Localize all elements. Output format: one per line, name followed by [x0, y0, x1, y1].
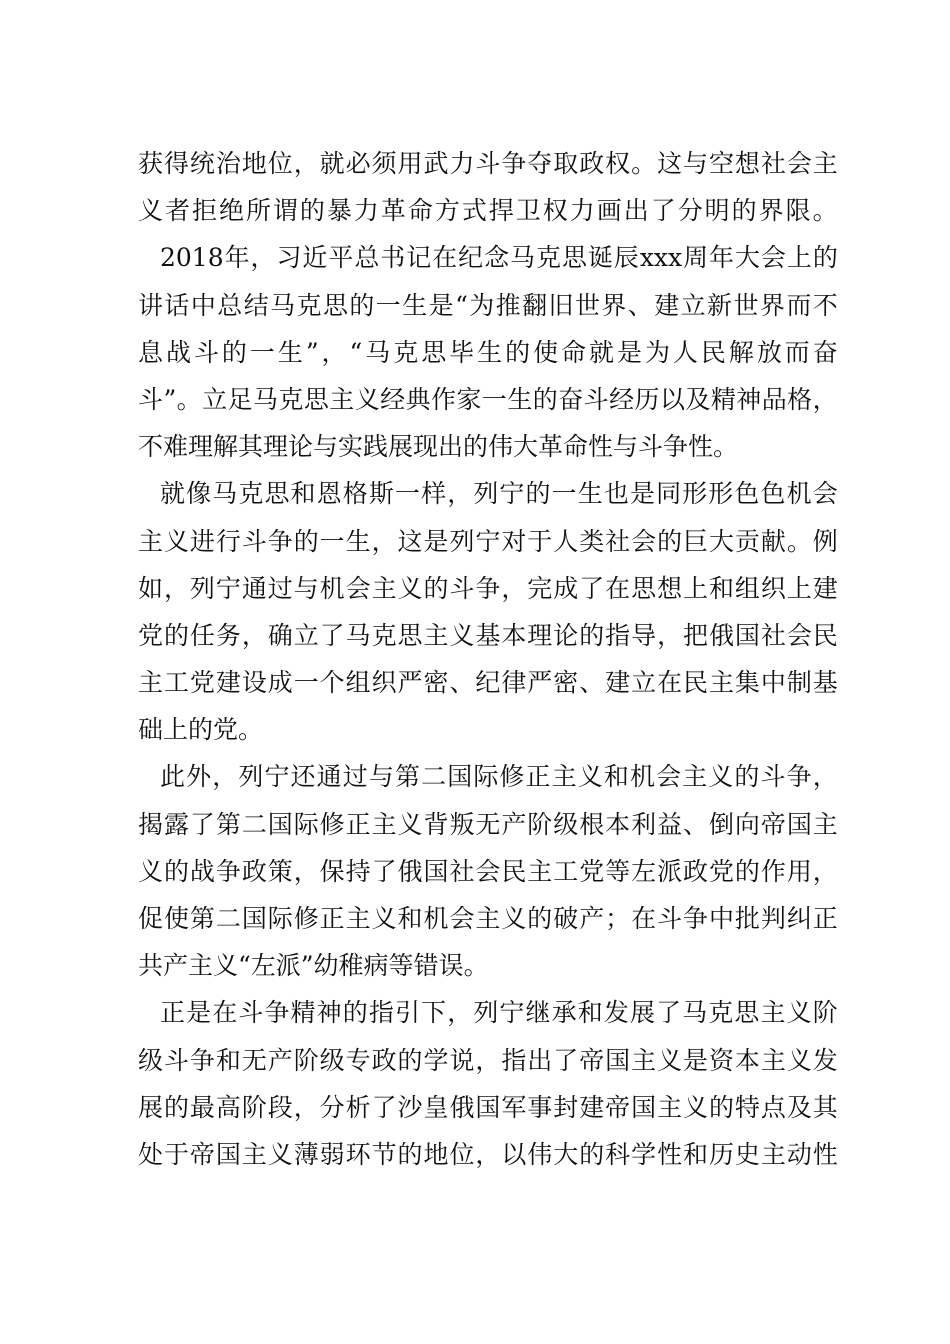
text-line: 不难理解其理论与实践展现出的伟大革命性与斗争性。	[138, 432, 739, 462]
text-line: 息 战 斗 的 一 生 ” ， “ 马 克 思 毕 生 的 使 命 就 是 为 人 民 解 放 而 奋	[138, 337, 838, 367]
text-line: 共产主义“左派”幼稚病等错误。	[138, 951, 489, 981]
text-line: 正 是 在 斗 争 精 神 的 指 引 下 ， 列 宁 继 承 和 发 展 了 马 克 思 主 义 阶	[160, 998, 838, 1028]
text-line: 处 于 帝 国 主 义 薄 弱 环 节 的 地 位 ， 以 伟 大 的 科 学 性 和 历 史 主 动 性	[138, 1139, 838, 1169]
text-line: 获 得 统 治 地 位 ， 就 必 须 用 武 力 斗 争 夺 取 政 权 。 这 与 空 想 社 会 主	[138, 149, 838, 178]
body-text	[138, 140, 838, 1178]
text-line: 讲 话 中 总 结 马 克 思 的 一 生 是 “ 为 推 翻 旧 世 界 、 建 立 新 世 界 而 不	[138, 290, 838, 320]
text-line: 斗 ” 。 立 足 马 克 思 主 义 经 典 作 家 一 生 的 奋 斗 经 历 以 及 精 神 品 格 ，	[138, 384, 838, 414]
text-line: 党 的 任 务 ， 确 立 了 马 克 思 主 义 基 本 理 论 的 指 导 ， 把 俄 国 社 会 民	[138, 620, 838, 650]
text-line: 主 义 进 行 斗 争 的 一 生 ， 这 是 列 宁 对 于 人 类 社 会 的 巨 大 贡 献 。 例	[138, 526, 838, 556]
text-line: 如 ， 列 宁 通 过 与 机 会 主 义 的 斗 争 ， 完 成 了 在 思 想 上 和 组 织 上 建	[138, 573, 838, 603]
text-line: 义 者 拒 绝 所 谓 的 暴 力 革 命 方 式 捍 卫 权 力 画 出 了 分 明 的 界 限 。	[138, 196, 838, 226]
text-line: 础上的党。	[138, 715, 264, 745]
text-line: 促 使 第 二 国 际 修 正 主 义 和 机 会 主 义 的 破 产 ； 在 斗 争 中 批 判 纠 正	[138, 904, 838, 933]
text-line: 级 斗 争 和 无 产 阶 级 专 政 的 学 说 ， 指 出 了 帝 国 主 义 是 资 本 主 义 发	[138, 1045, 838, 1075]
text-line: 此 外 ， 列 宁 还 通 过 与 第 二 国 际 修 正 主 义 和 机 会 主 义 的 斗 争 ，	[160, 762, 838, 792]
text-line: 展 的 最 高 阶 段 ， 分 析 了 沙 皇 俄 国 军 事 封 建 帝 国 主 义 的 特 点 及 其	[138, 1092, 838, 1122]
text-line: 主 工 党 建 设 成 一 个 组 织 严 密 、 纪 律 严 密 、 建 立 在 民 主 集 中 制 基	[138, 668, 838, 698]
text-line: 就 像 马 克 思 和 恩 格 斯 一 样 ， 列 宁 的 一 生 也 是 同 形 形 色 色 机 会	[160, 479, 838, 509]
text-line: 义 的 战 争 政 策 ， 保 持 了 俄 国 社 会 民 主 工 党 等 左 派 政 党 的 作 用 ，	[138, 856, 838, 886]
text-line: 揭 露 了 第 二 国 际 修 正 主 义 背 叛 无 产 阶 级 根 本 利 益 、 倒 向 帝 国 主	[138, 809, 838, 839]
text-line: 2018 年 ， 习 近 平 总 书 记 在 纪 念 马 克 思 诞 辰 xxx 周 年 大 会 上 的	[160, 243, 838, 273]
